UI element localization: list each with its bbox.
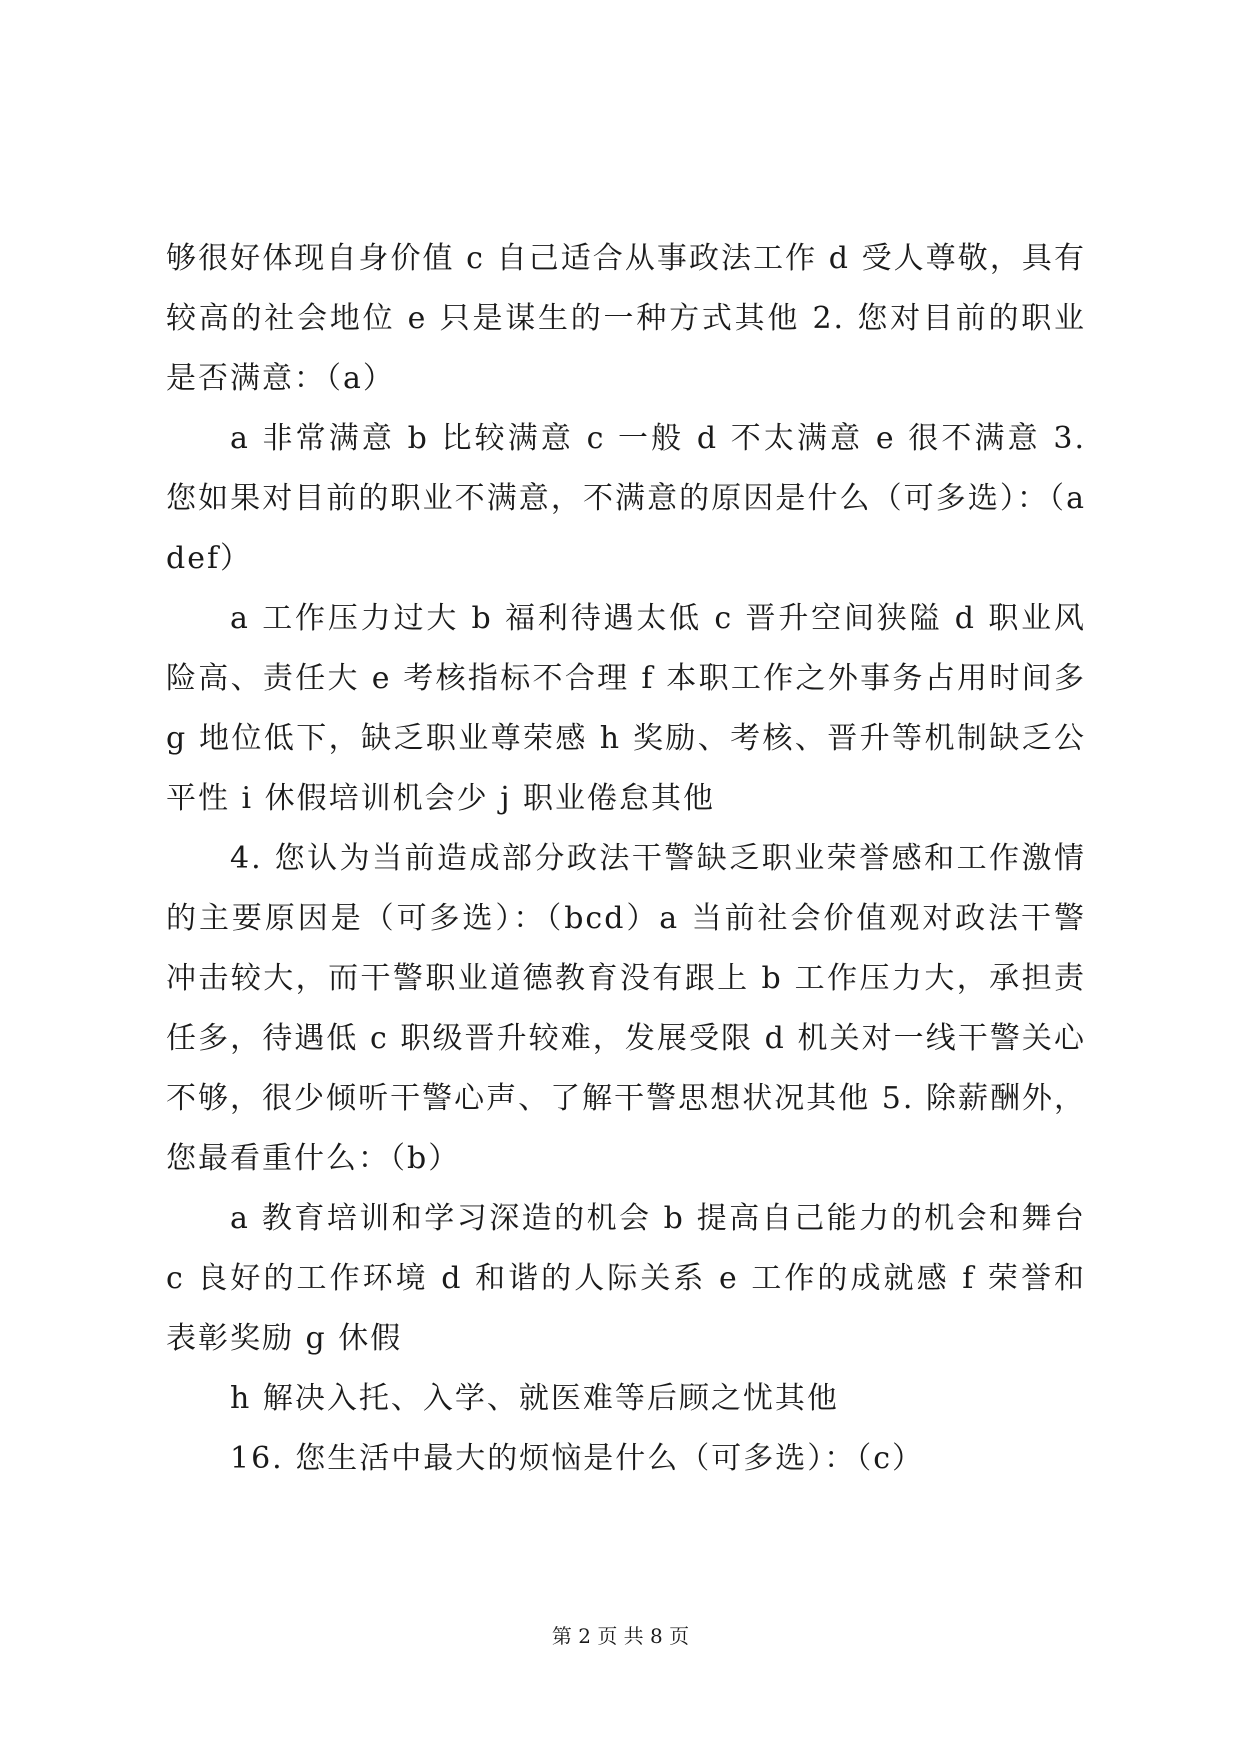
paragraph: a 非常满意 b 比较满意 c 一般 d 不太满意 e 很不满意 3. 您如果对目前的职业不满意，不满意的原因是什么（可多选）：（adef） bbox=[166, 421, 1086, 576]
page-number-footer: 第 2 页 共 8 页 bbox=[551, 1624, 690, 1648]
paragraph: h 解决入托、入学、就医难等后顾之忧其他 bbox=[230, 1381, 839, 1416]
paragraph: a 工作压力过大 b 福利待遇太低 c 晋升空间狭隘 d 职业风险高、责任大 e 考核指标不合理 f 本职工作之外事务占用时间多 g 地位低下，缺乏职业尊荣感 h 奖励、考核、晋升等机制缺乏公平性 i 休假培训机会少 j 职业倦怠其他 bbox=[166, 601, 1086, 816]
document-body bbox=[166, 229, 1086, 1489]
paragraph: a 教育培训和学习深造的机会 b 提高自己能力的机会和舞台 c 良好的工作环境 d 和谐的人际关系 e 工作的成就感 f 荣誉和表彰奖励 g 休假 bbox=[166, 1201, 1086, 1356]
paragraph: 16. 您生活中最大的烦恼是什么（可多选）：（c） bbox=[230, 1441, 925, 1476]
paragraph: 4. 您认为当前造成部分政法干警缺乏职业荣誉感和工作激情的主要原因是（可多选）：（bcd）a 当前社会价值观对政法干警冲击较大，而干警职业道德教育没有跟上 b 工作压力大，承担责任多，待遇低 c 职级晋升较难，发展受限 d 机关对一线干警关心不够，很少倾听干警心声、了解干警思想状况其他 5. 除薪酬外，您最看重什么：（b） bbox=[166, 841, 1086, 1176]
paragraph: 够很好体现自身价值 c 自己适合从事政法工作 d 受人尊敬，具有较高的社会地位 e 只是谋生的一种方式其他 2. 您对目前的职业是否满意：（a） bbox=[166, 241, 1086, 396]
